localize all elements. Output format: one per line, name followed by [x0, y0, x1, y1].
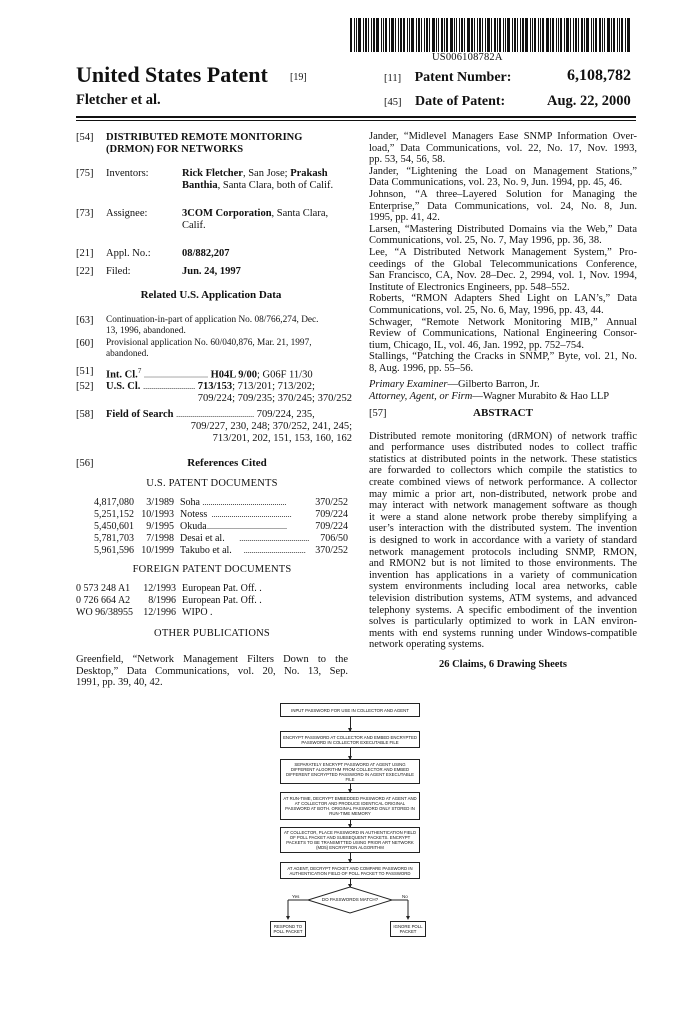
foreign-doc-office: WIPO .	[182, 607, 213, 618]
barcode-bar	[607, 18, 610, 52]
barcode-bar	[575, 18, 577, 52]
abstract-line: may mimic a prior art, non-distributed, network probe and	[369, 488, 637, 500]
us-cl-main: 713/153	[197, 381, 233, 392]
related-heading: Related U.S. Application Data	[140, 289, 282, 301]
barcode-bar	[520, 18, 521, 52]
us-cl-line2: 709/224; 709/235; 370/245; 370/252	[197, 393, 352, 404]
barcode-bar	[446, 18, 448, 52]
barcode-bar	[429, 18, 430, 52]
flow-no-box: IGNORE POLL PACKET	[390, 921, 426, 937]
barcode-bar	[409, 18, 410, 52]
continuation	[106, 315, 348, 336]
publication-line: Review of Communications, National Engineering Consor-	[369, 328, 637, 340]
field-code: [60]	[76, 338, 94, 349]
header-rule-thin	[76, 120, 636, 121]
field-of-search	[106, 409, 315, 421]
barcode-bar	[398, 18, 399, 52]
barcode-bar	[432, 18, 435, 52]
barcode-bar	[365, 18, 367, 52]
barcode-bar	[604, 18, 605, 52]
patent-number-code: [11]	[384, 73, 402, 84]
flowchart	[270, 703, 440, 943]
publication-line: Data Communications, vol. 23, No. 9, Jun. 1994, pp. 45, 46.	[369, 177, 623, 189]
us-doc-number: 5,781,703	[94, 533, 134, 544]
publication-line: Communications, vol. 25, No. 7, May 1996, pp. 36, 38.	[369, 235, 602, 247]
assignee-value: 3COM Corporation, Santa Clara, Calif.	[182, 208, 329, 231]
publication-line: ceedings of the Global Telecommunications Conference,	[369, 258, 637, 270]
publication-number: US006108782A	[432, 52, 503, 63]
publication-line: Stallings, “Patching the Cracks in SNMP,” Byte, vol. 21, No.	[369, 351, 637, 363]
pub-line: Greenfield, “Network Management Filters Down to the	[76, 654, 348, 665]
barcode-bar	[411, 18, 414, 52]
claims-sheets: 26 Claims, 6 Drawing Sheets	[438, 658, 568, 670]
barcode-bar	[558, 18, 559, 52]
flow-arrow	[350, 820, 351, 827]
barcode-bar	[395, 18, 396, 52]
assignee-label: Assignee:	[106, 208, 148, 219]
foreign-doc-office: European Pat. Off. .	[182, 595, 262, 606]
filed-label: Filed:	[106, 266, 131, 277]
barcode-bar	[487, 18, 490, 52]
barcode-bar	[532, 18, 533, 52]
barcode-bar	[491, 18, 492, 52]
barcode-bar	[542, 18, 544, 52]
field-code: [58]	[76, 409, 94, 420]
publication-line: load,” Data Communications, vol. 22, No. 17, Nov. 1993,	[369, 142, 637, 154]
barcode-bar	[407, 18, 408, 52]
foreign-doc-date: 12/1996	[143, 607, 176, 618]
barcode-bar	[426, 18, 428, 52]
barcode-bar	[564, 18, 565, 52]
title-code: [19]	[290, 72, 307, 83]
us-doc-number: 5,251,152	[94, 509, 134, 520]
publication-line: Communications, vol. 25, No. 6, May, 1996, pp. 43, 44.	[369, 304, 604, 316]
us-doc-date: 10/1999	[141, 545, 174, 556]
int-cl-value-rest: ; G06F 11/30	[256, 369, 313, 381]
publication-line: Enterprise,” Data Communications, vol. 24, No. 8, Jun.	[369, 200, 637, 212]
barcode-bar	[363, 18, 364, 52]
barcode-bar	[595, 18, 597, 52]
abstract-line: is designed to work in accordance with a variety of standard	[369, 535, 637, 546]
barcode-bar	[517, 18, 518, 52]
barcode-bar	[373, 18, 375, 52]
field-code: [51]	[76, 366, 94, 377]
patent-number-value: 6,108,782	[567, 67, 631, 84]
appl-no-label: Appl. No.:	[106, 248, 151, 259]
search-line: 709/227, 230, 248; 370/252, 241, 245;	[190, 421, 352, 432]
abstract-line: user’s interaction with the distributed system. The invention	[369, 523, 637, 535]
examiner	[369, 379, 637, 391]
barcode-bar	[602, 18, 603, 52]
barcode-bar	[389, 18, 390, 52]
abstract-line: network operating systems.	[369, 639, 485, 651]
barcode-bar	[573, 18, 574, 52]
barcode-bar	[421, 18, 422, 52]
leader-dots: ........................................	[207, 522, 287, 531]
publication-line: tium, Chicago, IL, vol. 46, Jan. 1992, pp. 752–754.	[369, 339, 584, 351]
us-doc-class: 706/50	[320, 533, 348, 544]
leader-dots: .......................................	[176, 410, 255, 419]
int-cl-value: H04L 9/00	[210, 369, 257, 381]
barcode-bar	[456, 18, 457, 52]
provisional	[106, 338, 348, 359]
int-cl	[106, 366, 313, 381]
flow-arrow	[350, 717, 351, 731]
field-code: [73]	[76, 208, 94, 219]
barcode-bar	[514, 18, 516, 52]
abstract-line: television distribution systems, ATM systems, and advanced	[369, 592, 637, 604]
us-doc-class: 709/224	[315, 509, 348, 520]
barcode-bar	[566, 18, 569, 52]
field-code: [63]	[76, 315, 94, 326]
barcode-bar	[383, 18, 384, 52]
examiner-label: Primary Examiner	[369, 379, 448, 391]
barcode-bar	[538, 18, 539, 52]
us-doc-class: 709/224	[315, 521, 348, 532]
publication-line: San Francisco, CA, Nov. 28–Dec. 2, 2994, vol. 1, Nov. 1994,	[369, 270, 637, 282]
flow-step-5: AT COLLECTOR, PLACE PASSWORD IN AUTHENTICATION FIELD OF POLL PACKET AND SUBSEQUENT PACKETS. ENCRYPT PACKETS TO BE TRANSMITTED USING PRIOR ART NETWORK (MD5) ENCRYPTION ALGORITHM	[280, 827, 420, 853]
references-heading: References Cited	[187, 457, 267, 469]
flow-step-2: ENCRYPT PASSWORD AT COLLECTOR AND EMBED ENCRYPTED PASSWORD IN COLLECTOR EXECUTABLE FILE	[280, 731, 420, 748]
publication-line: pp. 53, 54, 56, 58.	[369, 154, 446, 166]
patent-title: United States Patent	[76, 62, 268, 87]
barcode-bar	[464, 18, 465, 52]
foreign-docs-heading: FOREIGN PATENT DOCUMENTS	[132, 564, 292, 575]
pub-line: Desktop,” Data Communications, vol. 20, No. 13, Sep.	[76, 665, 348, 677]
barcode-bar	[461, 18, 463, 52]
barcode-bar	[546, 18, 549, 52]
int-cl-label: Int. Cl.	[106, 369, 138, 381]
appl-no-value: 08/882,207	[182, 248, 230, 259]
publication-line: Schwager, “Remote Network Monitoring MIB,” Annual	[369, 316, 637, 328]
title-line: DISTRIBUTED REMOTE MONITORING	[106, 132, 303, 143]
us-doc-date: 10/1993	[141, 509, 174, 520]
us-doc-class: 370/252	[315, 545, 348, 556]
barcode-bar	[525, 18, 528, 52]
field-code: [54]	[76, 132, 94, 143]
barcode-bar	[485, 18, 486, 52]
barcode-bar	[354, 18, 355, 52]
flow-decision: DO PASSWORDS MATCH?	[321, 897, 379, 902]
us-doc-date: 9/1995	[146, 521, 174, 532]
abstract-line: are forwarded to collectors which compile the statistics to	[369, 465, 637, 477]
invention-title	[106, 132, 302, 155]
abstract-line: network management protocols including SNMP, RMON,	[369, 546, 637, 558]
abstract-line: and RMON2 but is not limited to those environments. The	[369, 558, 637, 570]
abstract-header	[369, 405, 637, 423]
barcode-bar	[371, 18, 372, 52]
barcode-bar	[368, 18, 369, 52]
flow-arrow	[350, 748, 351, 759]
field-code: [57]	[369, 407, 387, 419]
barcode-bar	[400, 18, 402, 52]
header-rule	[76, 116, 636, 118]
barcode-bar	[550, 18, 551, 52]
attorney-label: Attorney, Agent, or Firm	[369, 391, 473, 403]
barcode-bar	[459, 18, 460, 52]
field-of-search-label: Field of Search	[106, 409, 174, 420]
barcode-bar	[444, 18, 445, 52]
search-line: 713/201, 202, 151, 153, 160, 162	[212, 432, 352, 444]
attorney	[369, 391, 637, 403]
barcode-bar	[418, 18, 420, 52]
barcode-bar	[619, 18, 620, 52]
abstract-line: Distributed remote monitoring (dRMON) of network traffic	[369, 430, 637, 442]
abstract-line: telephony systems. A specific embodiment of the invention	[369, 604, 637, 616]
right-column	[369, 131, 637, 671]
publication-line: 1995, pp. 41, 42.	[369, 212, 440, 224]
barcode-bar	[479, 18, 481, 52]
barcode-bar	[534, 18, 536, 52]
us-doc-date: 3/1989	[146, 497, 174, 508]
publication-line: Jander, “Lightening the Load on Management Stations,”	[369, 165, 637, 177]
inventors-value: Rick Fletcher, San Jose; Prakash Banthia, Santa Clara, both of Calif.	[182, 168, 334, 191]
leader-dots: ................................	[143, 370, 208, 380]
field-code: [56]	[76, 458, 94, 469]
publication-line: Larsen, “Mastering Distributed Domains via the Web,” Data	[369, 223, 637, 235]
abstract-line: create combined views of network performance. A collector	[369, 477, 637, 489]
foreign-doc-number: WO 96/38955	[76, 607, 133, 618]
foreign-doc-office: European Pat. Off. .	[182, 583, 262, 594]
barcode-bar	[599, 18, 601, 52]
barcode-bar	[376, 18, 379, 52]
barcode-bar	[530, 18, 531, 52]
barcode-bar	[581, 18, 583, 52]
barcode-bar	[381, 18, 382, 52]
us-doc-name: Notess	[180, 509, 208, 520]
barcode-bar	[611, 18, 612, 52]
title-line: (DRMON) FOR NETWORKS	[106, 143, 244, 155]
barcode-bar	[540, 18, 541, 52]
abstract-line: ments with end systems running under Windows-compatible	[369, 627, 637, 639]
us-doc-class: 370/252	[315, 497, 348, 508]
continuation-line: Continuation-in-part of application No. 08/766,274, Dec.	[106, 315, 319, 325]
barcode-bar	[350, 18, 352, 52]
abstract-line: solves is particularly optimized to work in LAN environ-	[369, 616, 637, 628]
foreign-doc-number: 0 726 664 A2	[76, 595, 131, 606]
field-code: [21]	[76, 248, 94, 259]
us-doc-name: Takubo et al.	[180, 545, 232, 556]
flow-step-6: AT AGENT, DECRYPT PACKET AND COMPARE PASSWORD IN AUTHENTICATION FIELD OF POLL PACKET TO PASSWORD	[280, 862, 420, 879]
flow-arrow	[350, 784, 351, 792]
publication-line: Jander, “Midlevel Managers Ease SNMP Information Over-	[369, 131, 637, 142]
barcode-bar	[505, 18, 506, 52]
foreign-doc-date: 8/1996	[148, 595, 176, 606]
barcode-bar	[593, 18, 594, 52]
pub-line: 1991, pp. 39, 40, 42.	[76, 677, 163, 689]
barcode-bar	[552, 18, 554, 52]
patent-number-label: Patent Number:	[414, 70, 512, 85]
flow-yes-box: RESPOND TO POLL PACKET	[270, 921, 306, 937]
us-doc-date: 7/1998	[146, 533, 174, 544]
publication-line: 8, Aug. 1996, pp. 55–56.	[369, 362, 474, 374]
us-cl	[106, 381, 315, 393]
barcode-bar	[474, 18, 475, 52]
filed-value: Jun. 24, 1997	[182, 266, 241, 277]
barcode-bar	[391, 18, 394, 52]
left-column	[76, 132, 352, 692]
abstract-line: invention has applications in a variety of communication	[369, 569, 637, 581]
barcode-bar	[586, 18, 589, 52]
date-label: Date of Patent:	[415, 94, 506, 109]
inventors-label: Inventors:	[106, 168, 149, 179]
us-doc-number: 5,961,596	[94, 545, 134, 556]
publication-line: Institute of Electronics Engineers, pp. 548–552.	[369, 281, 570, 293]
barcode	[350, 18, 636, 52]
publication-line: Roberts, “RMON Adapters Shed Light on LAN’s,” Data	[369, 293, 637, 305]
abstract-line: it were a stand alone network probe thereby simplifying a	[369, 511, 637, 523]
search-lines	[166, 421, 352, 444]
flow-arrow	[350, 853, 351, 862]
flow-step-4: AT RUN-TIME, DECRYPT EMBEDDED PASSWORD AT AGENT AND AT COLLECTOR AND PRODUCE IDENTICAL ORIGINAL PASSWORD AT BOTH. ORIGINAL PASSWORD ONLY STORED IN RUN-TIME MEMORY	[280, 792, 420, 820]
leader-dots: ...............................	[243, 546, 306, 555]
us-docs-heading: U.S. PATENT DOCUMENTS	[146, 478, 278, 489]
field-code: [22]	[76, 266, 94, 277]
foreign-doc-date: 12/1993	[143, 583, 176, 594]
barcode-bar	[424, 18, 425, 52]
barcode-bar	[556, 18, 557, 52]
us-doc-name: Soha	[180, 497, 200, 508]
barcode-bar	[578, 18, 579, 52]
publications-continued	[369, 131, 637, 374]
flow-step-3: SEPARATELY ENCRYPT PASSWORD AT AGENT USING DIFFERENT ALGORITHM FROM COLLECTOR AND EMBED DIFFERENT ENCRYPTED PASSWORD IN AGENT EXECUTABLE FILE	[280, 759, 420, 784]
barcode-bar	[625, 18, 626, 52]
barcode-bar	[467, 18, 470, 52]
abstract-heading: ABSTRACT	[473, 406, 533, 419]
barcode-bar	[416, 18, 417, 52]
barcode-bar	[454, 18, 455, 52]
flow-step-1: INPUT PASSWORD FOR USE IN COLLECTOR AND AGENT	[280, 703, 420, 717]
barcode-bar	[356, 18, 357, 52]
barcode-bar	[450, 18, 453, 52]
barcode-bar	[436, 18, 437, 52]
flow-yes-label: Yes	[292, 894, 300, 899]
search-line: 709/224, 235,	[256, 409, 315, 420]
provisional-line: abandoned.	[106, 348, 149, 359]
us-cl-label: U.S. Cl.	[106, 381, 141, 392]
leader-dots: ..........................	[143, 382, 196, 391]
abstract-line: statistics at distributed points in the network. These statistics	[369, 453, 637, 465]
flow-arrow	[350, 879, 351, 887]
us-cl-rest: ; 713/201; 713/202;	[232, 381, 315, 392]
barcode-bar	[507, 18, 510, 52]
abstract-text	[369, 431, 637, 651]
continuation-line: 13, 1996, abandoned.	[106, 325, 186, 336]
us-doc-number: 4,817,080	[94, 497, 134, 508]
int-cl-sup: 7	[137, 367, 142, 375]
barcode-bar	[621, 18, 623, 52]
barcode-bar	[385, 18, 387, 52]
date-value: Aug. 22, 2000	[547, 93, 631, 109]
us-doc-number: 5,450,601	[94, 521, 134, 532]
barcode-bar	[494, 18, 496, 52]
barcode-bar	[477, 18, 478, 52]
abstract-line: system environments including local area networks, cable	[369, 581, 637, 593]
barcode-bar	[497, 18, 498, 52]
abstract-line: and performance uses distributed nodes to collect traffic	[369, 442, 637, 454]
barcode-bar	[627, 18, 630, 52]
barcode-bar	[617, 18, 618, 52]
foreign-doc-number: 0 573 248 A1	[76, 583, 131, 594]
leader-dots: ...................................	[239, 534, 309, 543]
barcode-bar	[441, 18, 443, 52]
barcode-bar	[358, 18, 361, 52]
field-code: [52]	[76, 381, 94, 392]
us-doc-name: Desai et al.	[180, 533, 225, 544]
barcode-bar	[570, 18, 571, 52]
barcode-bar	[522, 18, 524, 52]
patent-number-row	[384, 70, 511, 86]
authors: Fletcher et al.	[76, 92, 161, 108]
publication-line: Lee, “A Distributed Network Management System,” Pro-	[369, 246, 637, 258]
publication-line: Johnson, “A three–Layered Solution for Managing the	[369, 188, 637, 200]
attorney-value: —Wagner Murabito & Hao LLP	[472, 391, 610, 403]
abstract-line: may interact with network management software as though	[369, 500, 637, 512]
other-publications	[76, 654, 348, 689]
flow-no-label: No	[402, 894, 408, 899]
other-publications-heading: OTHER PUBLICATIONS	[154, 628, 270, 639]
barcode-bar	[403, 18, 405, 52]
barcode-bar	[438, 18, 439, 52]
date-code: [45]	[384, 97, 402, 108]
barcode-bar	[471, 18, 473, 52]
date-row	[384, 94, 505, 110]
barcode-bar	[591, 18, 592, 52]
barcode-bar	[512, 18, 513, 52]
barcode-bar	[560, 18, 562, 52]
barcode-bar	[613, 18, 615, 52]
leader-dots: ........................................	[211, 510, 292, 519]
us-doc-name: Okuda	[180, 521, 207, 532]
leader-dots: ..........................................	[202, 498, 287, 507]
barcode-bar	[499, 18, 501, 52]
examiner-value: —Gilberto Barron, Jr.	[447, 379, 540, 391]
barcode-bar	[482, 18, 483, 52]
barcode-bar	[503, 18, 504, 52]
field-code: [75]	[76, 168, 94, 179]
barcode-bar	[584, 18, 585, 52]
provisional-line: Provisional application No. 60/040,876, Mar. 21, 1997,	[106, 338, 312, 348]
field-54	[76, 132, 94, 144]
